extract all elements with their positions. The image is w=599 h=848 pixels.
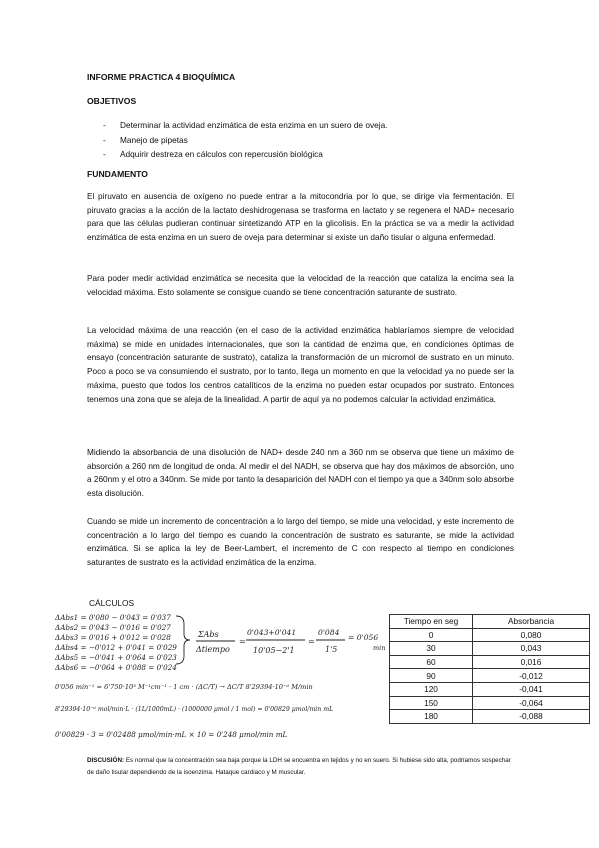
discussion-paragraph bbox=[87, 755, 519, 778]
hand-line-2: ΔAbs2 = 0'043 − 0'016 = 0'027 bbox=[55, 623, 171, 632]
discussion-text: Es normal que la concentración sea baja porque la LDH se encuentra en tejidos y no en suero. Si hubiese sido alta, podríamos sospechar de daño tisular dependiendo de la isoenzima. Hataque cardiaco y M muscular. bbox=[87, 757, 511, 776]
fundamento-paragraph-2: Para poder medir actividad enzimática se necesita que la velocidad de la reacción que cataliza la encima sea la velocidad máxima. Esto solamente se consigue cuando se tiene concentración saturante de sustrato. bbox=[87, 274, 514, 297]
handwritten-calculations bbox=[55, 610, 395, 760]
cell-absorbancia: 0,080 bbox=[473, 628, 590, 642]
hand-frac-right-num: 0'084 bbox=[318, 628, 340, 637]
table-row bbox=[390, 710, 590, 724]
cell-tiempo: 120 bbox=[390, 682, 473, 696]
cell-tiempo: 90 bbox=[390, 669, 473, 683]
objetivo-item: - Manejo de pipetas bbox=[103, 134, 188, 145]
cell-tiempo: 60 bbox=[390, 655, 473, 669]
objetivos-heading: OBJETIVOS bbox=[87, 96, 137, 106]
cell-tiempo: 150 bbox=[390, 696, 473, 710]
cell-absorbancia: -0,041 bbox=[473, 682, 590, 696]
calculos-heading: CÁLCULOS bbox=[89, 598, 135, 608]
table-row bbox=[390, 669, 590, 683]
hand-line-1: ΔAbs1 = 0'080 − 0'043 = 0'037 bbox=[55, 613, 171, 622]
hand-frac-mid-num: 0'043+0'041 bbox=[247, 628, 297, 637]
cell-absorbancia: 0,016 bbox=[473, 655, 590, 669]
hand-line-final: 0'00829 · 3 = 0'02488 μmol/min·mL × 10 = 0'248 μmol/min mL bbox=[55, 730, 288, 739]
cell-absorbancia: 0,043 bbox=[473, 642, 590, 656]
cell-absorbancia: -0,088 bbox=[473, 710, 590, 724]
fundamento-paragraph-1: El piruvato en ausencia de oxígeno no puede entrar a la mitocondria por lo que, se dirige vía fermentación. El piruvato gracias a la acción de la lactato deshidrogenasa se trasforma en lactato y se regenera el NAD+ necesario para que las células pudieran continuar sintetizando ATP en la glicolisis. En la práctica se va a medir la actividad enzimática de esta enzima en un suero de oveja para determinar si existe un daño tisular o alguna enfermedad. bbox=[87, 192, 514, 243]
objetivos-list bbox=[103, 118, 388, 162]
hand-frac-result-unit: min bbox=[373, 644, 386, 652]
table-row bbox=[390, 696, 590, 710]
cell-absorbancia: -0,064 bbox=[473, 696, 590, 710]
hand-line-beer-lambert: 0'056 min⁻¹ = 6'750·10³ M⁻¹cm⁻¹ · 1 cm · (ΔC/T) → ΔC/T 8'29394·10⁻⁶ M/min bbox=[55, 683, 313, 691]
column-header-absorbancia: Absorbancia bbox=[473, 615, 590, 629]
cell-tiempo: 0 bbox=[390, 628, 473, 642]
hand-line-3: ΔAbs3 = 0'016 + 0'012 = 0'028 bbox=[55, 633, 171, 642]
hand-frac-left-num: ΣAbs bbox=[198, 630, 219, 639]
svg-text:=: = bbox=[308, 637, 315, 646]
hand-line-5: ΔAbs5 = −0'041 + 0'064 = 0'023 bbox=[55, 653, 177, 662]
fundamento-heading: FUNDAMENTO bbox=[87, 169, 148, 179]
fundamento-paragraph-3: La velocidad máxima de una reacción (en el caso de la actividad enzimática hablaríamos siempre de velocidad máxima) se mide en unidades internacionales, que son la cantidad de enzima que, en condiciones óptimas de ensayo (concentración saturante de sustrato), cataliza la transformación de un micromol de sustrato en un minuto. Poco a poco se va consumiendo el sustrato, por lo tanto, llega un momento en que la velocidad ya no puede ser la máxima, puesto que todos los centros catalíticos de la enzima no pueden estar ocupados por sustrato. Entonces tenemos una zona que se aleja de la linealidad. A partir de aquí ya no podemos calcular la actividad enzimática. bbox=[87, 326, 514, 404]
svg-text:=: = bbox=[239, 637, 246, 646]
hand-line-6: ΔAbs6 = −0'064 + 0'088 = 0'024 bbox=[55, 663, 177, 672]
absorbance-table bbox=[389, 614, 590, 724]
column-header-tiempo: Tiempo en seg bbox=[390, 615, 473, 629]
hand-frac-left-den: Δtiempo bbox=[196, 645, 230, 654]
fundamento-paragraph-5: Cuando se mide un incremento de concentración a lo largo del tiempo, se mide una velocidad, y este incremento de concentración a lo largo del tiempo es cuando la concentración de sustrato es saturante, se mide la actividad enzimática. Si se aplica la ley de Beer-Lambert, el incremento de C con respecto al tiempo en condiciones saturantes de sustrato es la actividad enzimática de la enzima. bbox=[87, 517, 514, 568]
table-row bbox=[390, 655, 590, 669]
hand-frac-mid-den: 10'05−2'1 bbox=[253, 646, 295, 655]
document-title: INFORME PRACTICA 4 BIOQUÍMICA bbox=[87, 72, 236, 82]
cell-tiempo: 30 bbox=[390, 642, 473, 656]
table-row bbox=[390, 628, 590, 642]
table-header-row bbox=[390, 615, 590, 629]
cell-tiempo: 180 bbox=[390, 710, 473, 724]
table-row bbox=[390, 642, 590, 656]
cell-absorbancia: -0,012 bbox=[473, 669, 590, 683]
table-row bbox=[390, 682, 590, 696]
objetivo-item: - Adquirir destreza en cálculos con repercusión biológica bbox=[103, 149, 323, 160]
hand-frac-result: = 0'056 bbox=[348, 633, 379, 642]
hand-line-4: ΔAbs4 = −0'012 + 0'041 = 0'029 bbox=[55, 643, 177, 652]
hand-brace bbox=[176, 616, 190, 664]
discussion-label: DISCUSIÓN: bbox=[87, 757, 125, 764]
objetivo-item: - Determinar la actividad enzimática de esta enzima en un suero de oveja. bbox=[103, 120, 388, 130]
fundamento-paragraph-4: Midiendo la absorbancia de una disolución de NAD+ desde 240 nm a 360 nm se observa que tiene un máximo de absorción a 260 nm de longitud de onda. Al medir el del NADH, se observa que hay dos máximos de absorción, uno a 260nm y el otro a 340nm. Se mide por tanto la desaparición del NADH con el tiempo ya que a 340nm solo absorbe esta disolución. bbox=[87, 448, 514, 499]
hand-line-conversion: 8'29394·10⁻⁶ mol/min·L · (1L/1000mL) · (1000000 μmol / 1 mol) = 0'00829 μmol/min mL bbox=[55, 706, 334, 713]
hand-frac-right-den: 1'5 bbox=[325, 645, 338, 654]
